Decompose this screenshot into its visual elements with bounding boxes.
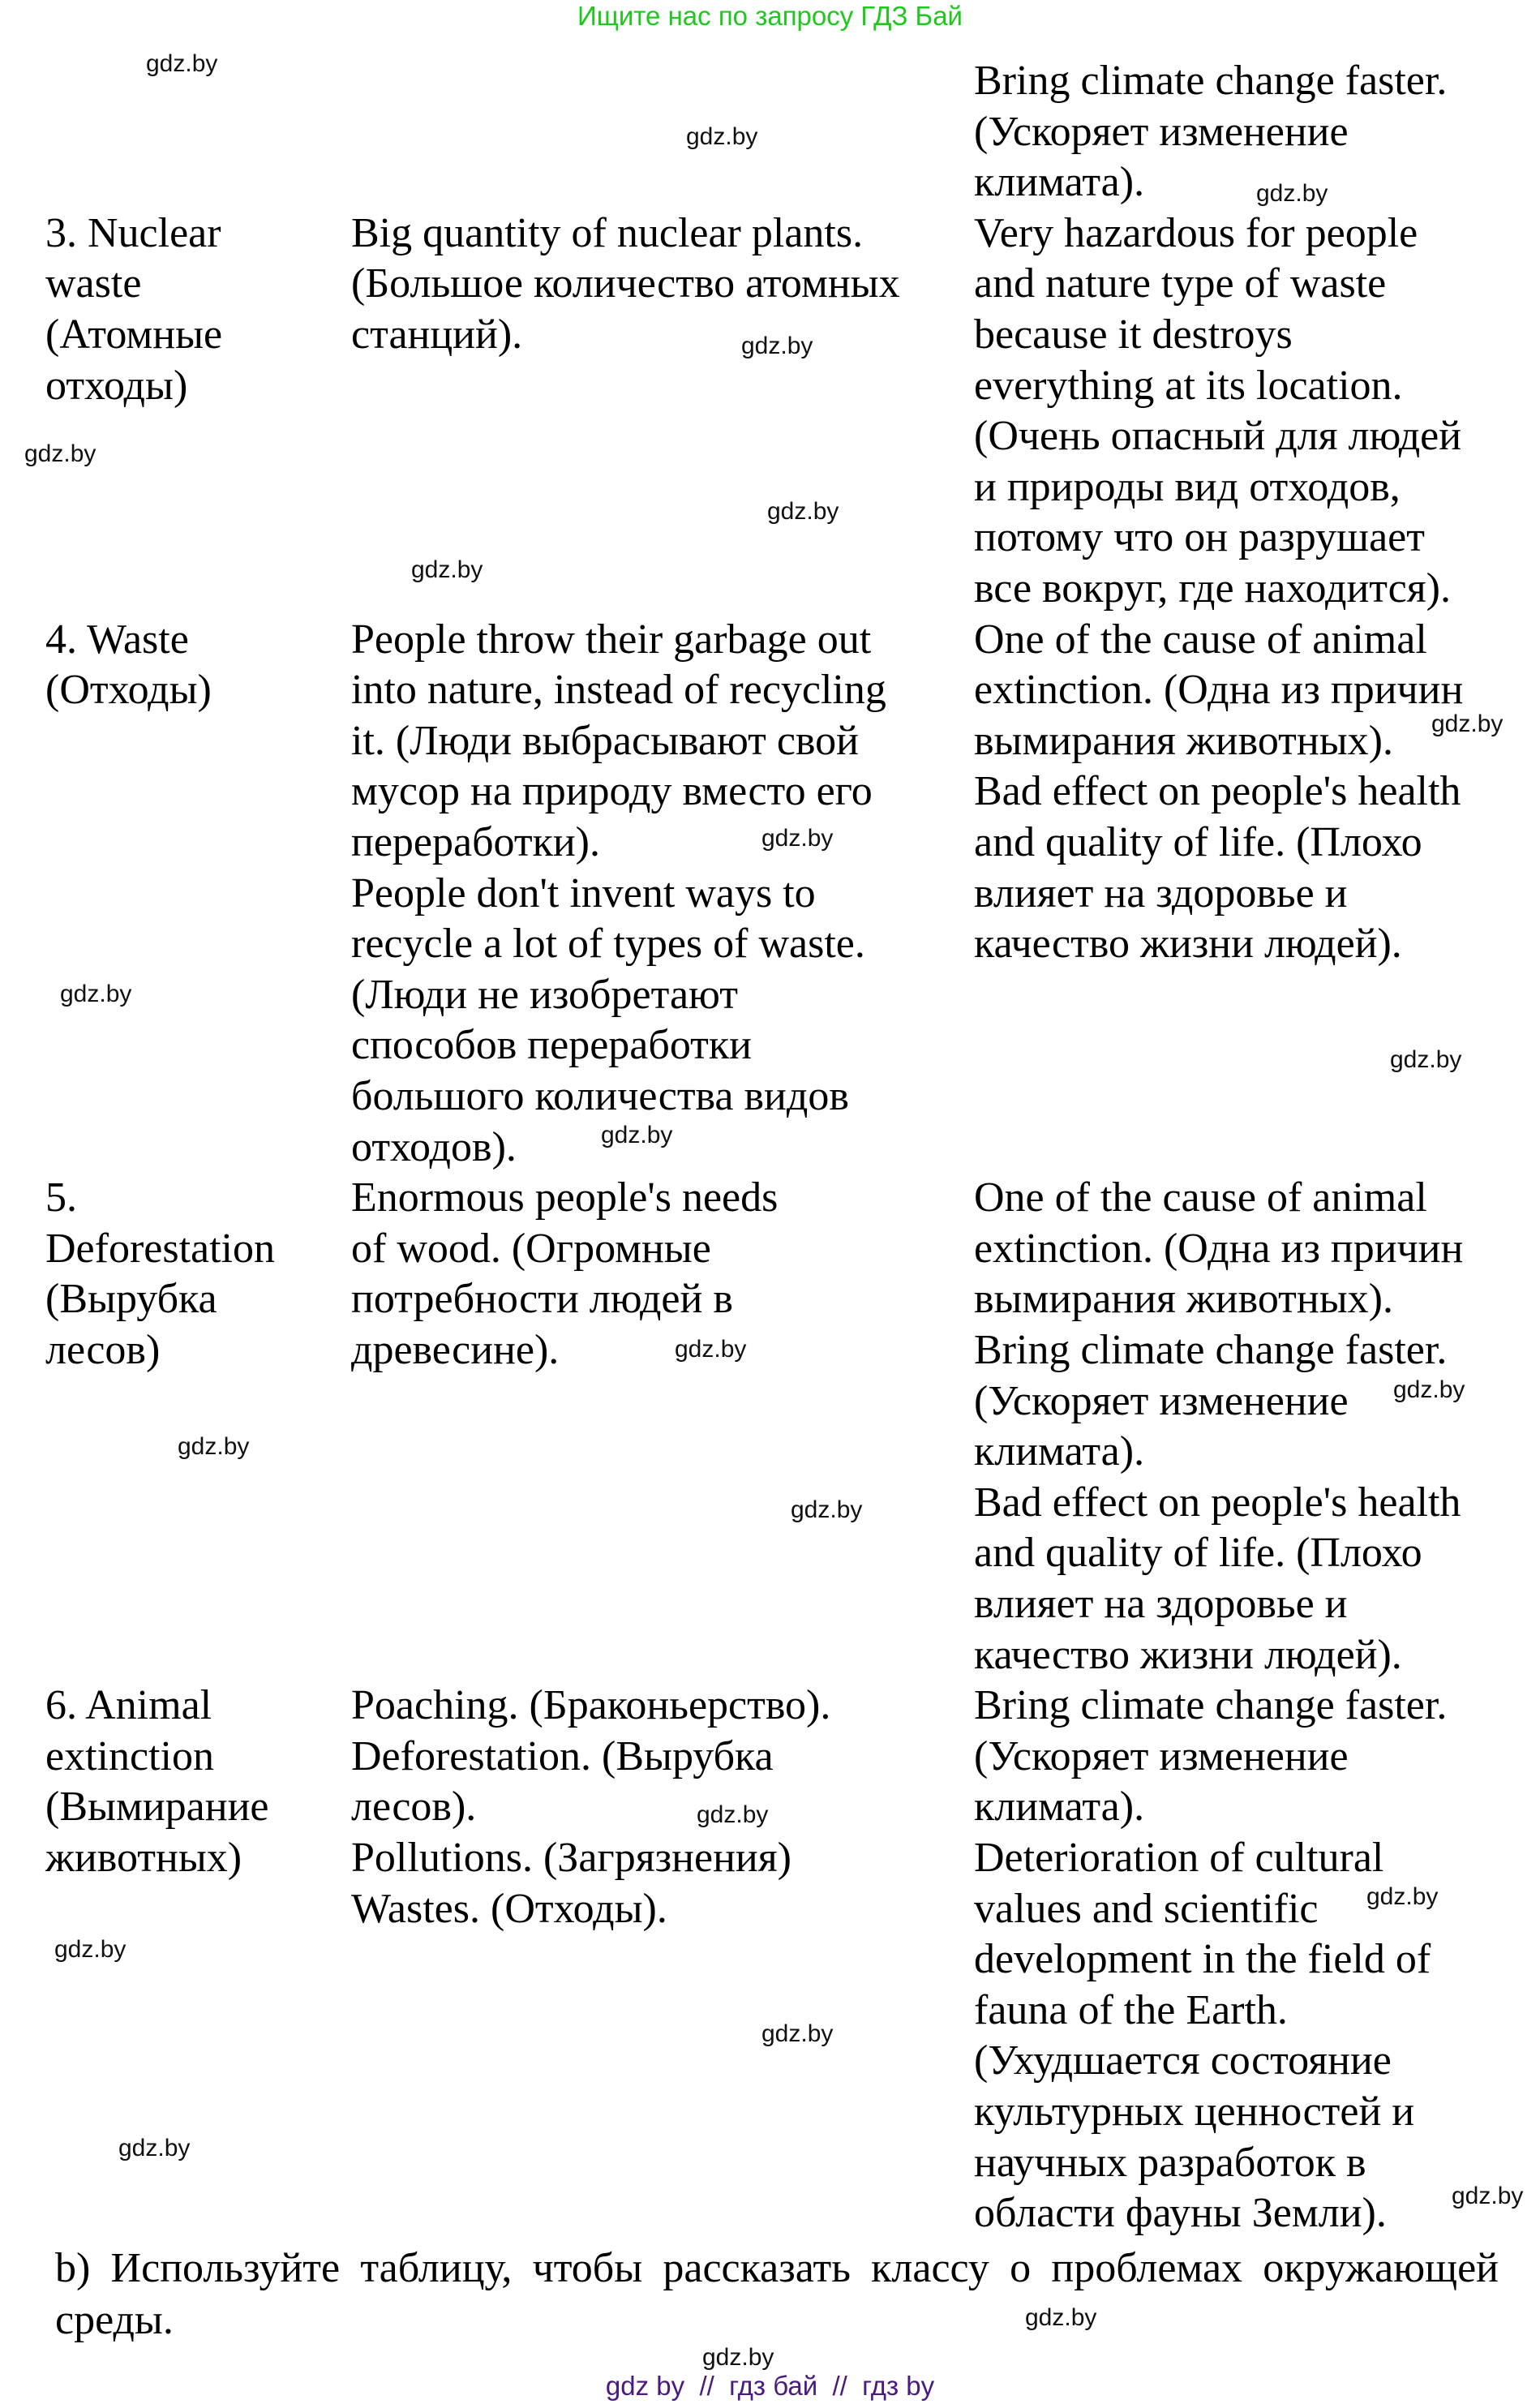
watermark-label: gdz.by [675, 1336, 747, 1363]
consequence-cell-line: вымирания животных). [974, 1276, 1393, 1323]
consequence-cell-line: культурных ценностей и [974, 2088, 1415, 2135]
consequence-cell-line: everything at its location. [974, 362, 1403, 409]
problem-cell-line: (Вымирание [45, 1784, 269, 1831]
problem-cell-line: животных) [45, 1835, 242, 1881]
watermark-label: gdz.by [411, 556, 483, 583]
cause-cell-line: Deforestation. (Вырубка [351, 1732, 774, 1779]
consequence-cell-line: климата). [974, 159, 1145, 206]
consequence-cell-line: One of the cause of animal [974, 1174, 1427, 1221]
task-b-text: b) Используйте таблицу, чтобы рассказать классу о проблемах окружающей среды. [55, 2245, 1499, 2343]
cause-cell-line: переработки). [351, 819, 600, 865]
problem-cell-line: (Вырубка [45, 1276, 217, 1323]
consequence-cell-line: и природы вид отходов, [974, 463, 1401, 510]
watermark-label: gdz.by [1393, 1376, 1465, 1403]
consequence-cell-line: extinction. (Одна из причин [974, 1225, 1464, 1272]
consequence-cell-line: One of the cause of animal [974, 616, 1427, 663]
footer-links[interactable]: gdz by // гдз бай // гдз by [605, 2371, 935, 2401]
problem-cell-line: 6. Animal [45, 1682, 212, 1729]
watermark-label: gdz.by [60, 981, 132, 1007]
consequence-cell-line: вымирания животных). [974, 717, 1393, 764]
consequence-cell-line: Very hazardous for people [974, 209, 1418, 256]
watermark-label: gdz.by [761, 825, 834, 852]
cause-cell-line: потребности людей в [351, 1276, 733, 1323]
promo-banner: Ищите нас по запросу ГДЗ Бай [577, 1, 963, 31]
watermark-label: gdz.by [741, 333, 813, 359]
watermark-label: gdz.by [146, 50, 218, 77]
problem-cell-line: Deforestation [45, 1225, 276, 1272]
problem-cell-line: 4. Waste [45, 616, 189, 663]
consequence-cell-line: and quality of life. (Плохо [974, 819, 1422, 865]
watermark-label: gdz.by [54, 1936, 127, 1963]
consequence-cell-line: Bring climate change faster. [974, 58, 1448, 104]
consequence-cell-line: (Ускоряет изменение [974, 1732, 1349, 1779]
cause-cell-line: Poaching. (Браконьерство). [351, 1682, 831, 1729]
problem-cell-line: (Отходы) [45, 667, 212, 714]
consequence-cell-line: (Ускоряет изменение [974, 1377, 1349, 1424]
cause-cell-line: Big quantity of nuclear plants. [351, 209, 864, 256]
consequence-cell-line: fauna of the Earth. [974, 1986, 1288, 2033]
cause-cell-line: of wood. (Огромные [351, 1225, 711, 1272]
problem-cell-line: (Атомные [45, 311, 223, 358]
watermark-label: gdz.by [24, 440, 97, 467]
consequence-cell-line: потому что он разрушает [974, 514, 1425, 561]
cause-cell-line: Enormous people's needs [351, 1174, 779, 1221]
watermark-label: gdz.by [761, 2020, 834, 2047]
consequence-cell-line: Bad effect on people's health [974, 768, 1461, 815]
problem-cell-line: extinction [45, 1732, 214, 1779]
cause-cell-line: People throw their garbage out [351, 616, 872, 663]
consequence-cell-line: качество жизни людей). [974, 921, 1402, 968]
consequence-cell-line: научных разработок в [974, 2139, 1366, 2186]
consequence-cell-line: качество жизни людей). [974, 1631, 1402, 1678]
cause-cell-line: лесов). [351, 1784, 477, 1831]
consequence-cell-line: values and scientific [974, 1885, 1319, 1932]
consequence-cell-line: климата). [974, 1428, 1145, 1475]
consequence-cell-line: Bring climate change faster. [974, 1327, 1448, 1373]
watermark-label: gdz.by [178, 1433, 250, 1460]
cause-cell-line: (Люди не изобретают [351, 971, 738, 1018]
cause-cell-line: большого количества видов [351, 1073, 849, 1119]
problem-cell-line: лесов) [45, 1327, 161, 1373]
consequence-cell-line: (Ухудшается состояние [974, 2037, 1392, 2084]
cause-cell-line: древесине). [351, 1327, 560, 1373]
consequence-cell-line: климата). [974, 1784, 1145, 1831]
consequence-cell-line: (Ускоряет изменение [974, 108, 1349, 155]
watermark-label: gdz.by [1390, 1046, 1462, 1073]
consequence-cell-line: because it destroys [974, 311, 1293, 358]
cause-cell-line: мусор на природу вместо его [351, 768, 873, 815]
cause-cell-line: Pollutions. (Загрязнения) [351, 1835, 791, 1881]
consequence-cell-line: влияет на здоровье и [974, 869, 1348, 917]
watermark-label: gdz.by [767, 498, 839, 525]
cause-cell-line: (Большое количество атомных [351, 260, 900, 307]
watermark-label: gdz.by [1256, 180, 1328, 207]
cause-cell-line: Wastes. (Отходы). [351, 1885, 667, 1932]
cause-cell-line: People don't invent ways to [351, 869, 816, 917]
consequence-cell-line: and quality of life. (Плохо [974, 1530, 1422, 1577]
cause-cell-line: станций). [351, 311, 523, 358]
problem-cell-line: waste [45, 260, 142, 307]
consequence-cell-line: влияет на здоровье и [974, 1581, 1348, 1627]
problem-cell-line: 5. [45, 1174, 77, 1221]
cause-cell-line: способов переработки [351, 1022, 752, 1069]
watermark-label: gdz.by [601, 1122, 673, 1148]
cause-cell-line: into nature, instead of recycling [351, 667, 886, 714]
consequence-cell-line: extinction. (Одна из причин [974, 667, 1464, 714]
watermark-label: gdz.by [697, 1801, 769, 1828]
consequence-cell-line: Bring climate change faster. [974, 1682, 1448, 1729]
cause-cell-line: отходов). [351, 1123, 517, 1170]
consequence-cell-line: области фауны Земли). [974, 2190, 1387, 2237]
consequence-cell-line: development in the field of [974, 1936, 1431, 1983]
watermark-label: gdz.by [702, 2344, 774, 2371]
problem-cell-line: отходы) [45, 362, 188, 409]
consequence-cell-line: (Очень опасный для людей [974, 413, 1462, 460]
watermark-label: gdz.by [686, 123, 758, 150]
watermark-label: gdz.by [1431, 710, 1504, 737]
consequence-cell-line: Deterioration of cultural [974, 1835, 1384, 1881]
watermark-label: gdz.by [1366, 1883, 1439, 1910]
watermark-label: gdz.by [791, 1496, 863, 1523]
cause-cell-line: it. (Люди выбрасывают свой [351, 717, 859, 764]
cause-cell-line: recycle a lot of types of waste. [351, 921, 865, 968]
consequence-cell-line: все вокруг, где находится). [974, 565, 1451, 612]
problem-cell-line: 3. Nuclear [45, 209, 221, 256]
watermark-label: gdz.by [1452, 2183, 1524, 2209]
consequence-cell-line: Bad effect on people's health [974, 1479, 1461, 1526]
watermark-label: gdz.by [1025, 2304, 1097, 2331]
consequence-cell-line: and nature type of waste [974, 260, 1387, 307]
watermark-label: gdz.by [118, 2135, 191, 2161]
